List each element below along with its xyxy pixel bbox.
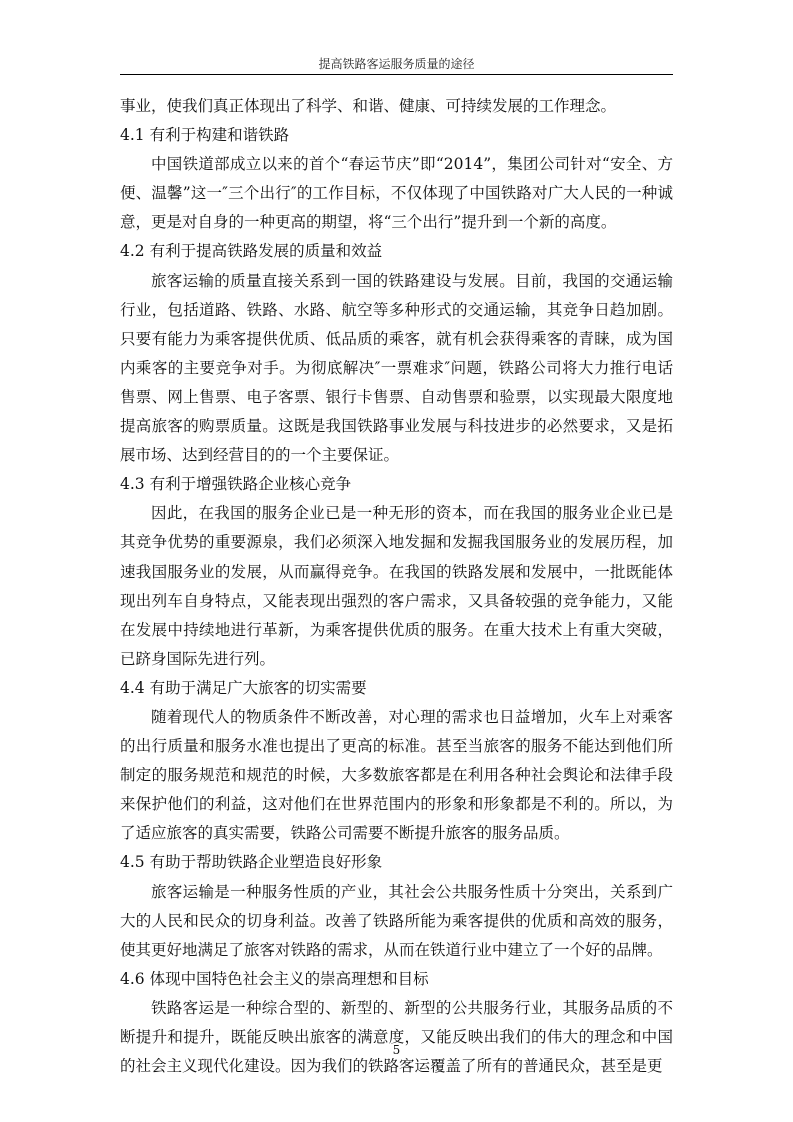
document-body bbox=[120, 92, 673, 1081]
section-heading-4-4: 4.4 有助于满足广大旅客的切实需要 bbox=[120, 678, 367, 697]
section-paragraph-4-6: 铁路客运是一种综合型的、新型的、新型的公共服务行业，其服务品质的不断提升和提升，既能反映出旅客的满意度，又能反映出我们的伟大的理念和中国的社会主义现代化建设。因为我们的铁路客运覆盖了所有的普通民众，甚至是更 bbox=[120, 998, 673, 1076]
running-header: 提高铁路客运服务质量的途径 bbox=[318, 57, 475, 71]
section-paragraph-4-4: 随着现代人的物质条件不断改善，对心理的需求也日益增加，火车上对乘客的出行质量和服务水准也提出了更高的标准。甚至当旅客的服务不能达到他们所制定的服务规范和规范的时候，大多数旅客都是在利用各种社会舆论和法律手段来保护他们的利益，这对他们在世界范围内的形象和形象都是不利的。所以，为了适应旅客的真实需要，铁路公司需要不断提升旅客的服务品质。 bbox=[120, 707, 673, 843]
section-heading-4-3: 4.3 有利于增强铁路企业核心竞争 bbox=[120, 475, 352, 494]
section-paragraph-4-3: 因此，在我国的服务企业已是一种无形的资本，而在我国的服务业企业已是其竞争优势的重要源泉，我们必须深入地发掘和发掘我国服务业的发展历程，加速我国服务业的发展，从而赢得竞争。在我国的铁路发展和发展中，一批既能体现出列车自身特点，又能表现出强烈的客户需求，又具备较强的竞争能力，又能在发展中持续地进行革新，为乘客提供优质的服务。在重大技术上有重大突破，已跻身国际先进行列。 bbox=[120, 504, 673, 668]
section-heading-4-5: 4.5 有助于帮助铁路企业塑造良好形象 bbox=[120, 853, 383, 872]
header-divider bbox=[120, 74, 673, 75]
section-heading-4-1: 4.1 有利于构建和谐铁路 bbox=[120, 126, 290, 145]
section-paragraph-4-2: 旅客运输的质量直接关系到一国的铁路建设与发展。目前，我国的交通运输行业，包括道路、铁路、水路、航空等多种形式的交通运输，其竞争日趋加剧。只要有能力为乘客提供优质、低品质的乘客，就有机会获得乘客的青睐，成为国内乘客的主要竞争对手。为彻底解决″一票难求″问题，铁路公司将大力推行电话售票、网上售票、电子客票、银行卡售票、自动售票和验票，以实现最大限度地提高旅客的购票质量。这既是我国铁路事业发展与科技进步的必然要求，又是拓展市场、达到经营目的的一个主要保证。 bbox=[120, 271, 673, 465]
section-heading-4-6: 4.6 体现中国特色社会主义的崇高理想和目标 bbox=[120, 969, 429, 988]
section-paragraph-4-1: 中国铁道部成立以来的首个“春运节庆”即“2014”，集团公司针对“安全、方便、温馨”这一″三个出行″的工作目标，不仅体现了中国铁路对广大人民的一种诚意，更是对自身的一种更高的期望，将“三个出行”提升到一个新的高度。 bbox=[120, 155, 673, 232]
page-number: 5 bbox=[392, 1043, 401, 1057]
intro-paragraph: 事业，使我们真正体现出了科学、和谐、健康、可持续发展的工作理念。 bbox=[120, 97, 617, 115]
section-heading-4-2: 4.2 有利于提高铁路发展的质量和效益 bbox=[120, 242, 383, 261]
section-paragraph-4-5: 旅客运输是一种服务性质的产业，其社会公共服务性质十分突出，关系到广大的人民和民众的切身利益。改善了铁路所能为乘客提供的优质和高效的服务，使其更好地满足了旅客对铁路的需求，从而在铁道行业中建立了一个好的品牌。 bbox=[120, 882, 673, 959]
